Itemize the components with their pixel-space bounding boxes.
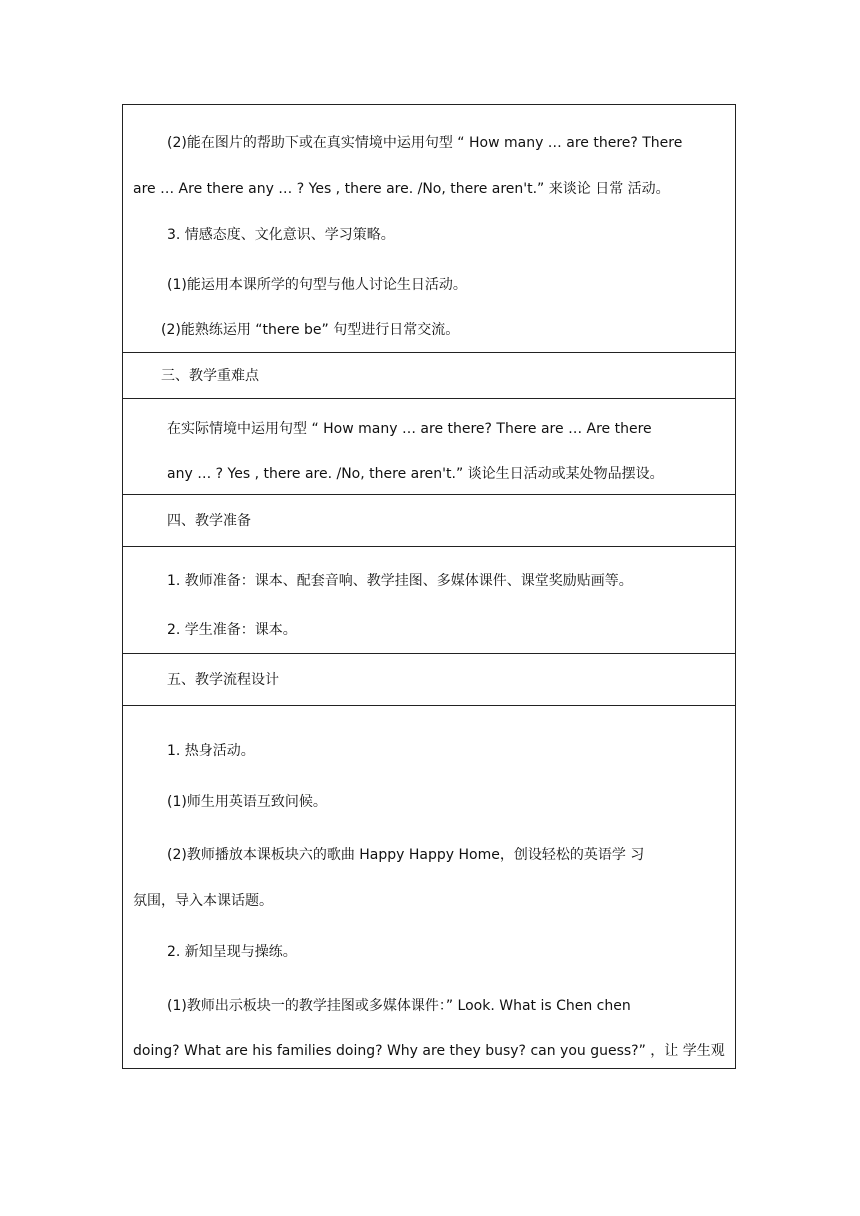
key-points-line-1: 在实际情境中运用句型 “ How many … are there? There are … Are there (167, 421, 652, 437)
objective-line-3: 3. 情感态度、文化意识、学习策略。 (167, 227, 395, 243)
objective-line-4: (1)能运用本课所学的句型与他人讨论生日活动。 (167, 277, 467, 293)
flow-line-2: (1)师生用英语互致问候。 (167, 794, 327, 810)
objective-line-5: (2)能熟练运用 “there be” 句型进行日常交流。 (161, 322, 460, 338)
flow-line-6: (1)教师出示板块一的教学挂图或多媒体课件：” Look. What is Chen chen (167, 998, 631, 1014)
prep-heading: 四、教学准备 (167, 513, 251, 529)
prep-heading-cell (123, 495, 735, 547)
objective-line-2: are … Are there any … ? Yes , there are. /No, there aren't.” 来谈论 日常 活动。 (133, 181, 670, 197)
flow-line-4: 氛围，导入本课话题。 (133, 893, 273, 909)
prep-cell (123, 547, 735, 654)
prep-item-2: 2. 学生准备：课本。 (167, 622, 297, 638)
flow-line-3: (2)教师播放本课板块六的歌曲 Happy Happy Home，创设轻松的英语学 习 (167, 847, 645, 863)
document-table (122, 104, 736, 1069)
flow-heading-cell (123, 654, 735, 706)
prep-item-1: 1. 教师准备：课本、配套音响、教学挂图、多媒体课件、课堂奖励贴画等。 (167, 573, 633, 589)
key-points-heading-cell (123, 353, 735, 399)
key-points-cell (123, 399, 735, 495)
flow-line-7: doing? What are his families doing? Why are they busy? can you guess?” ，让 学生观 (133, 1043, 725, 1059)
objectives-cell (123, 105, 735, 353)
flow-cell (123, 706, 735, 1068)
key-points-line-2: any … ? Yes , there are. /No, there aren't.” 谈论生日活动或某处物品摆设。 (167, 466, 664, 482)
flow-heading: 五、教学流程设计 (167, 672, 279, 688)
key-points-heading: 三、教学重难点 (161, 368, 259, 384)
objective-line-1: (2)能在图片的帮助下或在真实情境中运用句型 “ How many … are there? There (167, 135, 683, 151)
flow-line-1: 1. 热身活动。 (167, 743, 255, 759)
flow-line-5: 2. 新知呈现与操练。 (167, 944, 297, 960)
